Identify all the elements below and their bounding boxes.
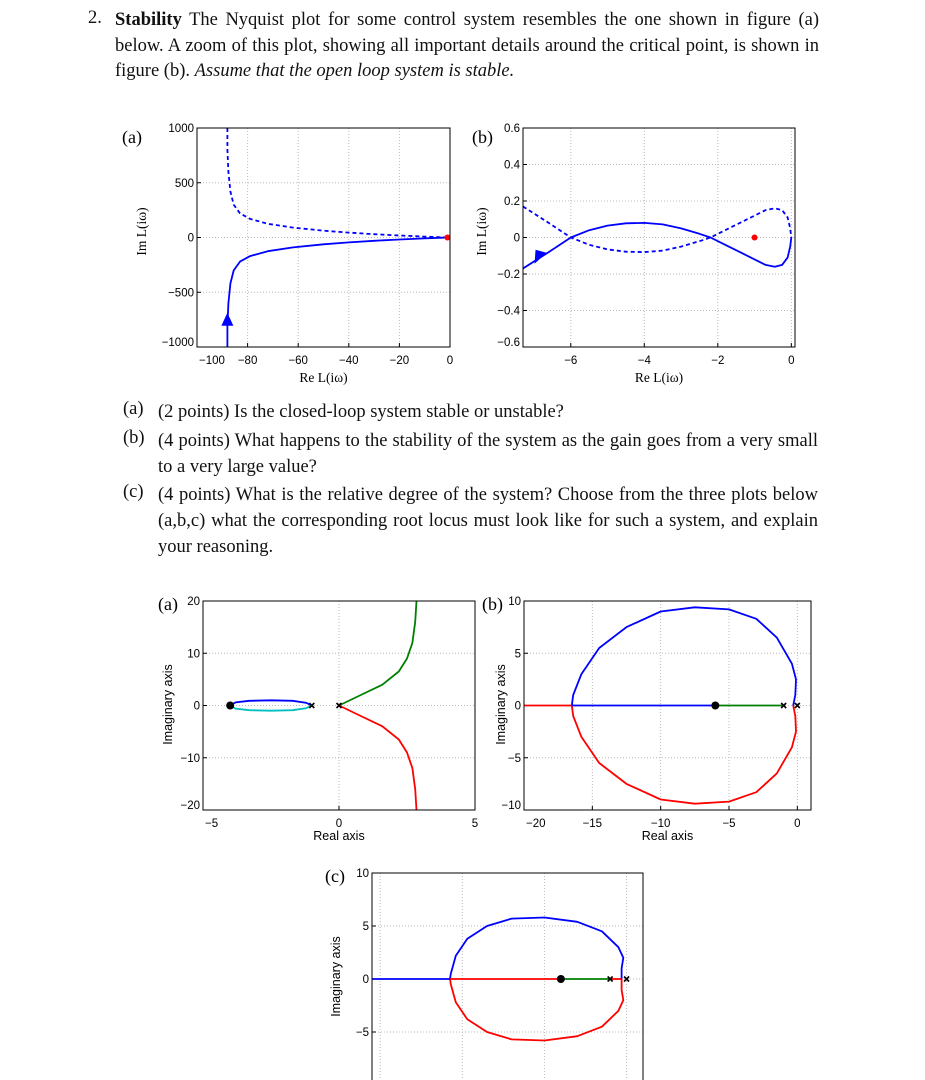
critical-point-marker [752, 235, 758, 241]
x-tick-label: −15 [582, 818, 603, 830]
y-tick-label: 0 [187, 232, 194, 245]
y-tick-label: 0 [513, 232, 520, 245]
y-tick-label: 5 [362, 921, 369, 933]
y-tick-label: 0.6 [504, 123, 520, 135]
panel-label: (b) [472, 127, 493, 147]
y-tick-label: 10 [187, 648, 200, 661]
x-tick-label: −20 [389, 355, 410, 367]
zero-marker [226, 702, 234, 710]
y-tick-label: −5 [355, 1027, 369, 1039]
y-tick-label: 10 [508, 596, 521, 608]
zero-marker [711, 702, 719, 710]
series-group [372, 918, 623, 1041]
y-tick-label: 1000 [168, 123, 194, 135]
question-a-text: (2 points) Is the closed-loop system stable or unstable? [158, 402, 564, 422]
x-tick-label: −5 [722, 818, 736, 830]
series-line [572, 607, 796, 705]
problem-number: 2. [88, 8, 102, 28]
x-tick-label: −5 [205, 818, 219, 830]
plot-rl-c [325, 866, 643, 1080]
x-tick-label: 5 [471, 818, 479, 830]
series-line [450, 979, 623, 1041]
y-tick-label: 0.2 [504, 196, 520, 208]
y-tick-label: 0 [362, 974, 369, 986]
plot-nyq-b [472, 123, 795, 385]
y-tick-label: 0 [193, 700, 200, 713]
question-b-text: (4 points) What happens to the stability of the system as the gain goes from a very small to a very large value? [158, 431, 818, 477]
zero-marker [557, 975, 565, 983]
x-tick-label: −20 [526, 818, 546, 830]
y-tick-label: −0.4 [497, 305, 520, 318]
y-axis-label: Imaginary axis [494, 664, 508, 745]
x-tick-label: −60 [288, 355, 308, 367]
plot-nyq-a [122, 123, 453, 385]
y-tick-label: −0.6 [497, 337, 520, 349]
problem-assumption: Assume that the open loop system is stable. [194, 61, 515, 81]
x-axis-label: Re L(iω) [634, 370, 684, 385]
x-tick-label: −4 [637, 355, 651, 367]
x-tick-label: 0 [335, 818, 343, 830]
y-tick-label: 10 [356, 868, 369, 880]
question-a-label: (a) [123, 399, 144, 419]
series-line [523, 207, 791, 253]
x-tick-label: −40 [339, 355, 359, 367]
y-axis-label: Imaginary axis [161, 664, 175, 745]
x-axis-label: Re L(iω) [299, 370, 348, 385]
problem-text: The Nyquist plot for some control system resembles the one shown in figure (a) below. A zoom of this plot, showing all important details around the critical point, is shown in figure (b). [115, 10, 820, 81]
y-tick-label: −10 [180, 752, 200, 765]
x-tick-label: −100 [199, 355, 225, 367]
y-tick-label: 5 [514, 648, 521, 661]
panel-label: (a) [158, 594, 178, 614]
series-group [524, 607, 796, 803]
question-c-label: (c) [123, 482, 144, 502]
x-tick-label: 0 [794, 818, 801, 830]
y-tick-label: 500 [174, 177, 194, 190]
y-tick-label: −500 [168, 287, 194, 300]
plot-rl-b [482, 594, 811, 843]
x-axis-label: Real axis [641, 829, 694, 843]
y-axis-label: Im L(iω) [474, 207, 489, 256]
series-line [230, 700, 312, 705]
y-tick-label: 0 [514, 700, 521, 713]
x-tick-label: −2 [711, 355, 725, 367]
y-tick-label: −0.2 [497, 269, 520, 281]
x-tick-label: 0 [446, 355, 454, 367]
y-tick-label: −5 [507, 752, 521, 765]
y-tick-label: 20 [187, 596, 200, 608]
x-tick-label: −80 [237, 355, 258, 367]
series-line [572, 706, 796, 804]
y-tick-label: 0.4 [504, 159, 520, 172]
panel-label: (a) [122, 127, 142, 147]
series-line [230, 706, 312, 711]
axes-box [372, 873, 643, 1080]
y-tick-label: −1000 [161, 337, 194, 349]
series-line [450, 918, 623, 980]
direction-arrow-icon [221, 313, 233, 326]
y-tick-label: −20 [180, 800, 200, 812]
question-c-text: (4 points) What is the relative degree of the system? Choose from the three plots below (a,b,c) what the corresponding root locus must look like for such a system, and explain your reasoning. [158, 485, 818, 557]
x-tick-label: 0 [788, 355, 795, 367]
y-tick-label: −10 [501, 800, 521, 812]
direction-arrow-icon [535, 250, 547, 264]
panel-label: (c) [325, 866, 345, 886]
problem-title: Stability [115, 10, 182, 30]
y-axis-label: Im L(iω) [134, 207, 149, 256]
x-tick-label: −10 [650, 818, 671, 830]
y-axis-label: Imaginary axis [329, 936, 343, 1017]
x-tick-label: −6 [564, 355, 578, 367]
plot-rl-a [158, 594, 478, 843]
panel-label: (b) [482, 594, 503, 614]
question-b-label: (b) [123, 428, 145, 448]
x-axis-label: Real axis [313, 829, 365, 843]
series-line [523, 223, 791, 269]
